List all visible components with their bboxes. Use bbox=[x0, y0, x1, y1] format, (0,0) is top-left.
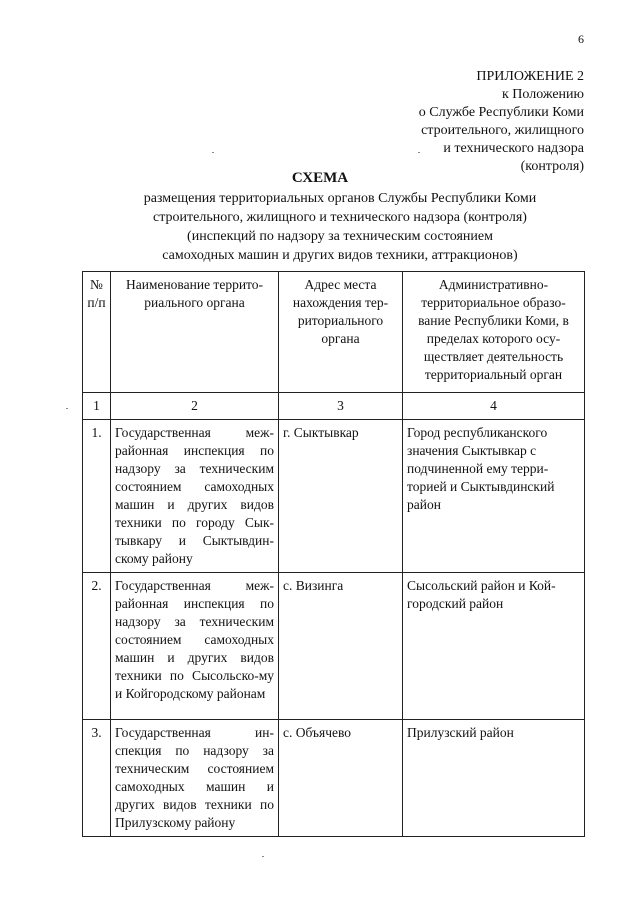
scan-speck bbox=[66, 408, 68, 409]
document-subtitle bbox=[80, 189, 600, 265]
appendix-line: строительного, жилищного bbox=[421, 123, 584, 138]
row-address: г. Сыктывкар bbox=[279, 420, 403, 573]
index-cell: 2 bbox=[111, 393, 279, 420]
row-area: Город республиканского значения Сыктывкар с подчиненной ему терри-торией и Сыктывдинский район bbox=[403, 420, 585, 573]
subtitle-line: строительного, жилищного и технического надзора (контроля) bbox=[153, 210, 527, 225]
row-name: Государственная меж-районная инспекция по надзору за техническим состоянием самоходных машин и других видов техники по Сысольско-му и Койгородскому районам bbox=[111, 573, 279, 720]
subtitle-line: (инспекций по надзору за техническим состоянием bbox=[187, 229, 493, 244]
table-row bbox=[83, 573, 585, 720]
scan-speck bbox=[212, 152, 214, 153]
table-row bbox=[83, 420, 585, 573]
index-cell: 4 bbox=[403, 393, 585, 420]
index-cell: 3 bbox=[279, 393, 403, 420]
appendix-line: ПРИЛОЖЕНИЕ 2 bbox=[476, 69, 584, 84]
header-name: Наименование террито-риального органа bbox=[111, 272, 279, 393]
index-cell: 1 bbox=[83, 393, 111, 420]
header-number: № п/п bbox=[83, 272, 111, 393]
appendix-line: и технического надзора bbox=[443, 141, 584, 156]
page-number: 6 bbox=[578, 32, 584, 46]
row-address: с. Визинга bbox=[279, 573, 403, 720]
territorial-bodies-table bbox=[82, 271, 585, 837]
table-row bbox=[83, 720, 585, 837]
header-area: Административно-территориальное образо-вание Республики Коми, в пределах которого осу-ществляет деятельность территориальный орган bbox=[403, 272, 585, 393]
subtitle-line: самоходных машин и других видов техники, аттракционов) bbox=[162, 248, 518, 263]
row-number: 2. bbox=[83, 573, 111, 720]
row-name: Государственная ин-спекция по надзору за техническим состоянием самоходных машин и других видов техники по Прилузскому району bbox=[111, 720, 279, 837]
scan-speck bbox=[262, 856, 264, 857]
row-address: с. Объячево bbox=[279, 720, 403, 837]
scan-speck bbox=[418, 152, 420, 153]
row-area: Прилузский район bbox=[403, 720, 585, 837]
appendix-header bbox=[264, 68, 584, 176]
header-address: Адрес места нахождения тер-риториального органа bbox=[279, 272, 403, 393]
document-title: СХЕМА bbox=[291, 170, 349, 186]
row-area: Сысольский район и Кой-городский район bbox=[403, 573, 585, 720]
appendix-line: к Положению bbox=[501, 87, 584, 102]
table-index-row bbox=[83, 393, 585, 420]
table-header-row bbox=[83, 272, 585, 393]
appendix-line: (контроля) bbox=[520, 159, 584, 174]
row-number: 1. bbox=[83, 420, 111, 573]
appendix-line: о Службе Республики Коми bbox=[418, 105, 584, 120]
subtitle-line: размещения территориальных органов Службы Республики Коми bbox=[143, 191, 537, 206]
row-number: 3. bbox=[83, 720, 111, 837]
row-name: Государственная меж-районная инспекция по надзору за техническим состоянием самоходных машин и других видов техники по городу Сык-тывкару и Сыктывдин-скому району bbox=[111, 420, 279, 573]
